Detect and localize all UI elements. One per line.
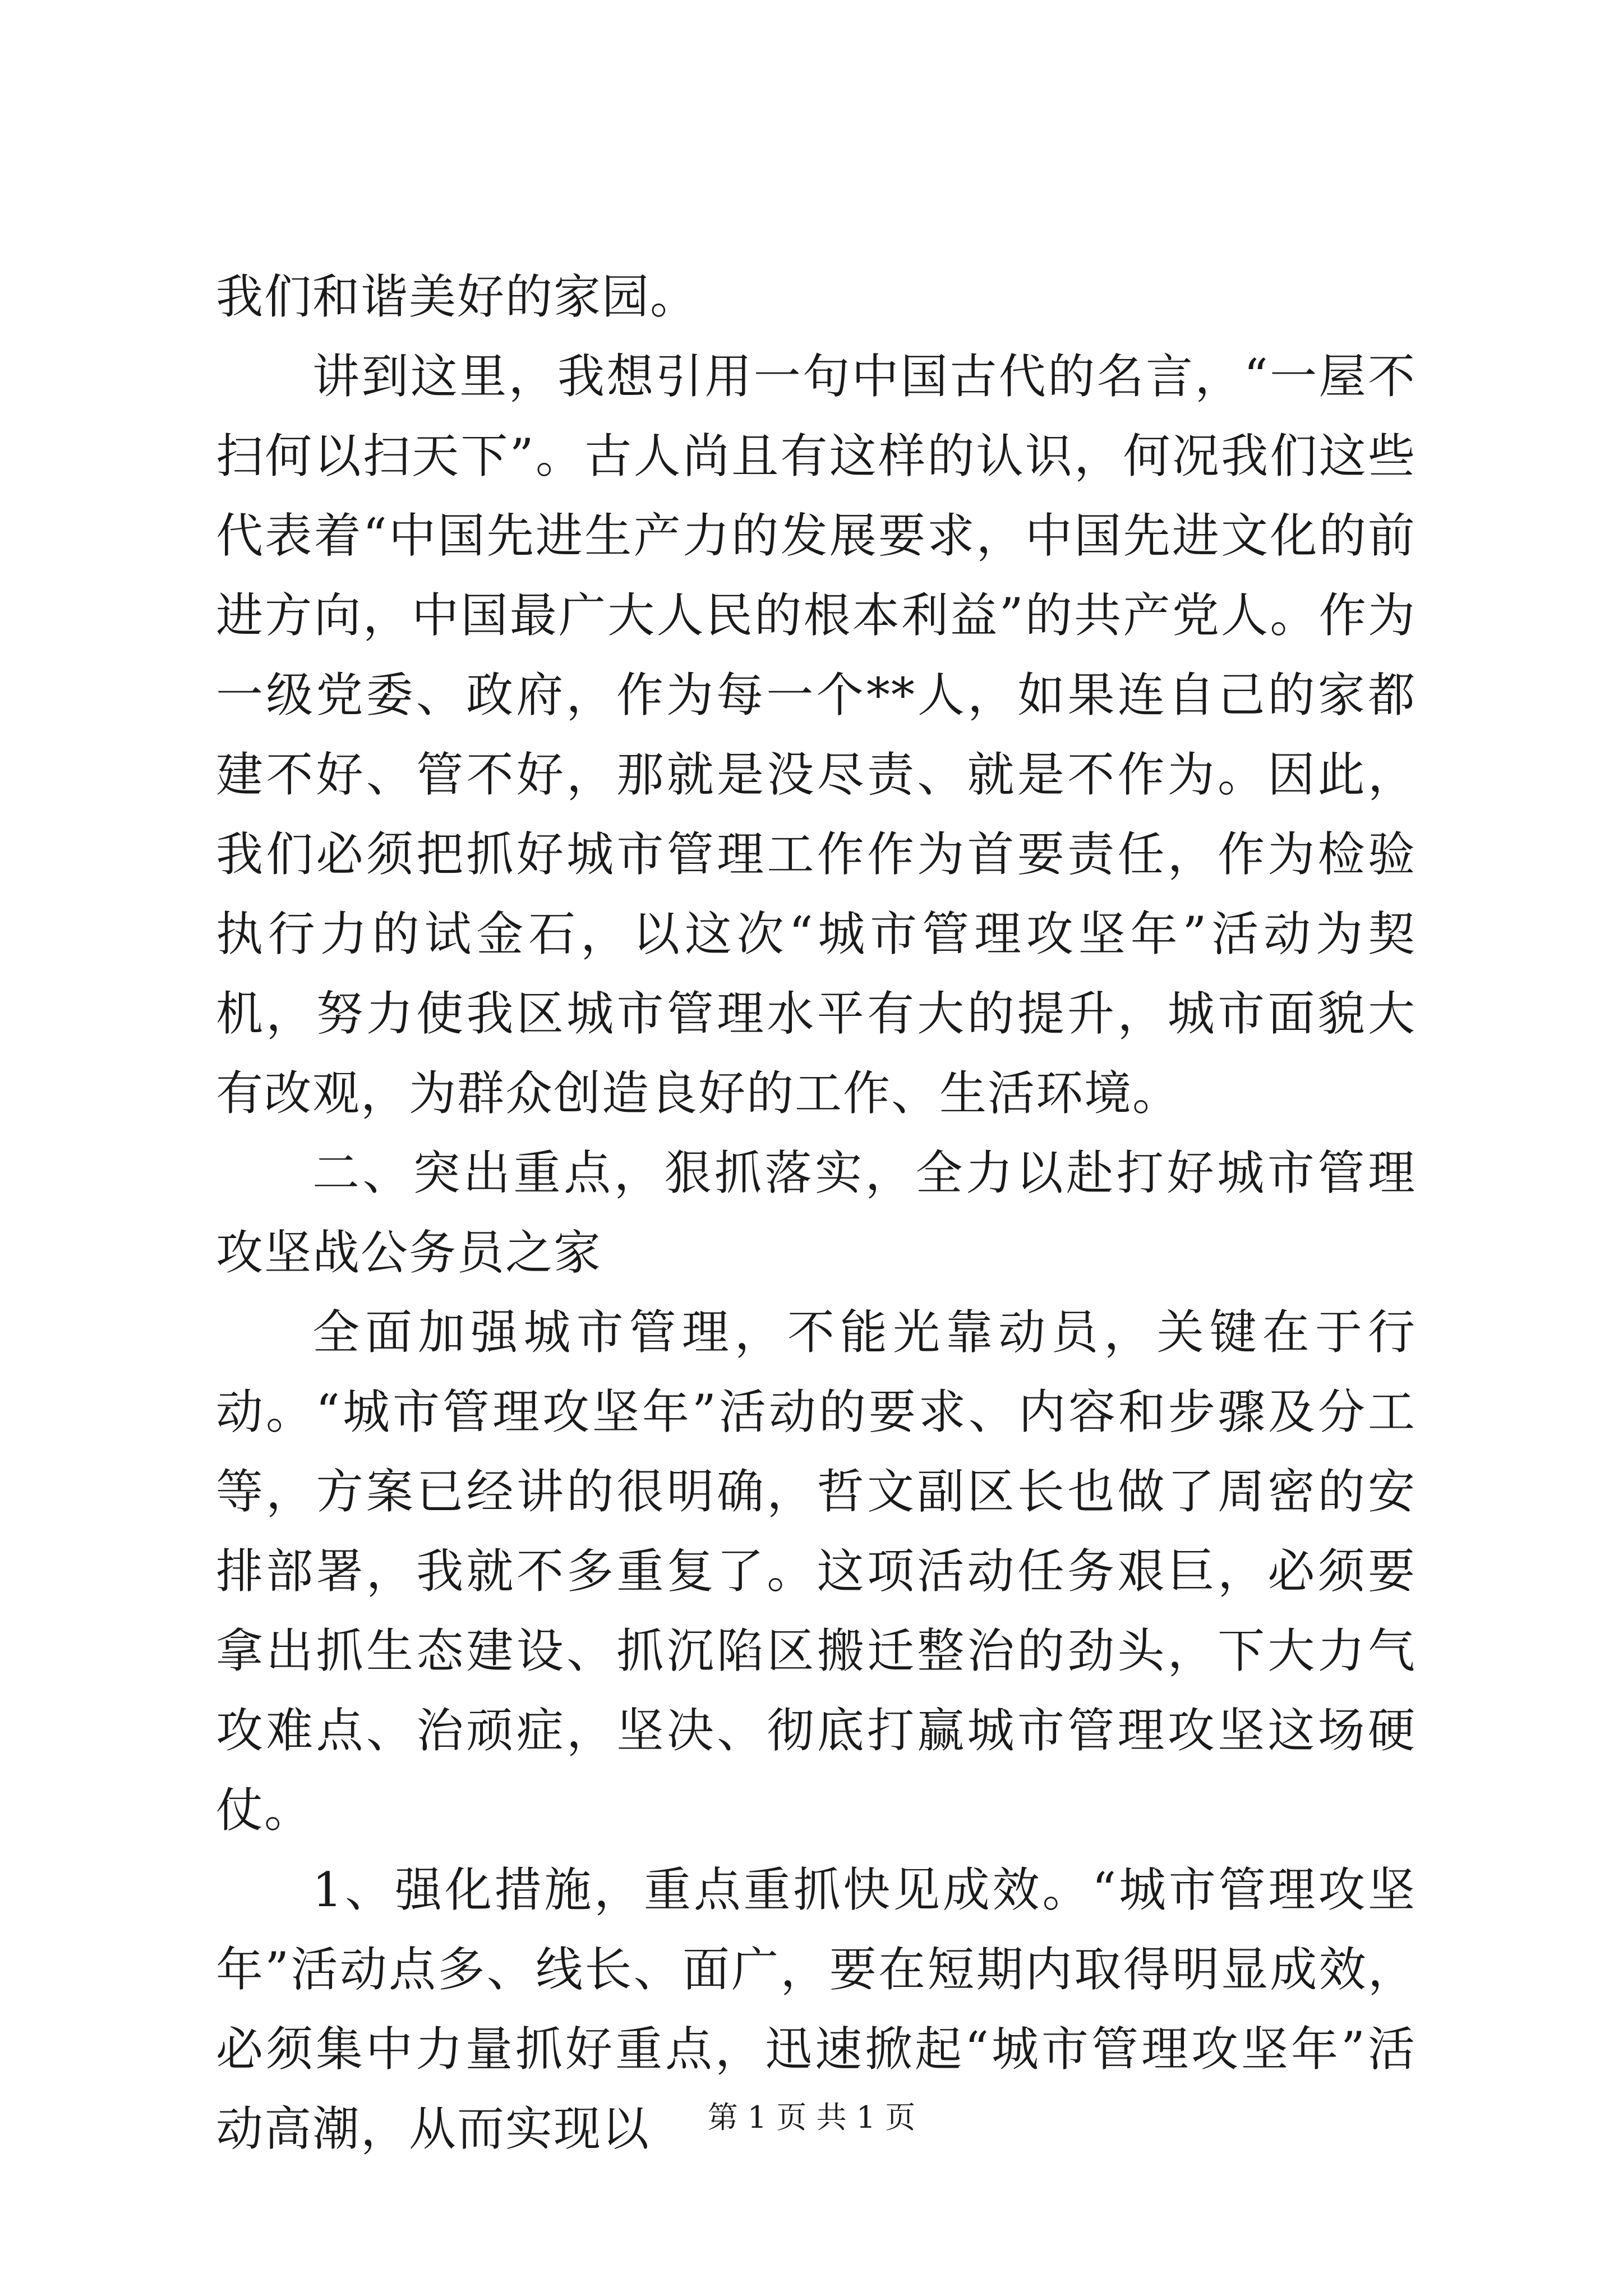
- paragraph-action-plan: 全面加强城市管理，不能光靠动员，关键在于行动。“城市管理攻坚年”活动的要求、内容和步骤及分工等，方案已经讲的很明确，哲文副区长也做了周密的安排部署，我就不多重复了。这项活动任务艰巨，必须要拿出抓生态建设、抓沉陷区搬迁整治的劲头，下大力气攻难点、治顽症，坚决、彻底打赢城市管理攻坚这场硬仗。: [216, 1305, 1416, 1838]
- document-body: [216, 257, 1416, 2169]
- section-heading-two: 二、突出重点，狠抓落实，全力以赴打好城市管理攻坚战公务员之家: [216, 1145, 1416, 1280]
- paragraph-measure-one: 1、强化措施，重点重抓快见成效。“城市管理攻坚年”活动点多、线长、面广，要在短期内取得明显成效，必须集中力量抓好重点，迅速掀起“城市管理攻坚年”活动高潮，从而实现以: [216, 1862, 1416, 2156]
- paragraph-continuation: 我们和谐美好的家园。: [216, 269, 699, 324]
- page-footer: 第 1 页 共 1 页: [707, 2100, 916, 2135]
- paragraph-quote-discussion: 讲到这里，我想引用一句中国古代的名言，“一屋不扫何以扫天下”。古人尚且有这样的认识，何况我们这些代表着“中国先进生产力的发展要求，中国先进文化的前进方向，中国最广大人民的根本利益”的共产党人。作为一级党委、政府，作为每一个**人，如果连自己的家都建不好、管不好，那就是没尽责、就是不作为。因此，我们必须把抓好城市管理工作作为首要责任，作为检验执行力的试金石，以这次“城市管理攻坚年”活动为契机，努力使我区城市管理水平有大的提升，城市面貌大有改观，为群众创造良好的工作、生活环境。: [216, 349, 1416, 1121]
